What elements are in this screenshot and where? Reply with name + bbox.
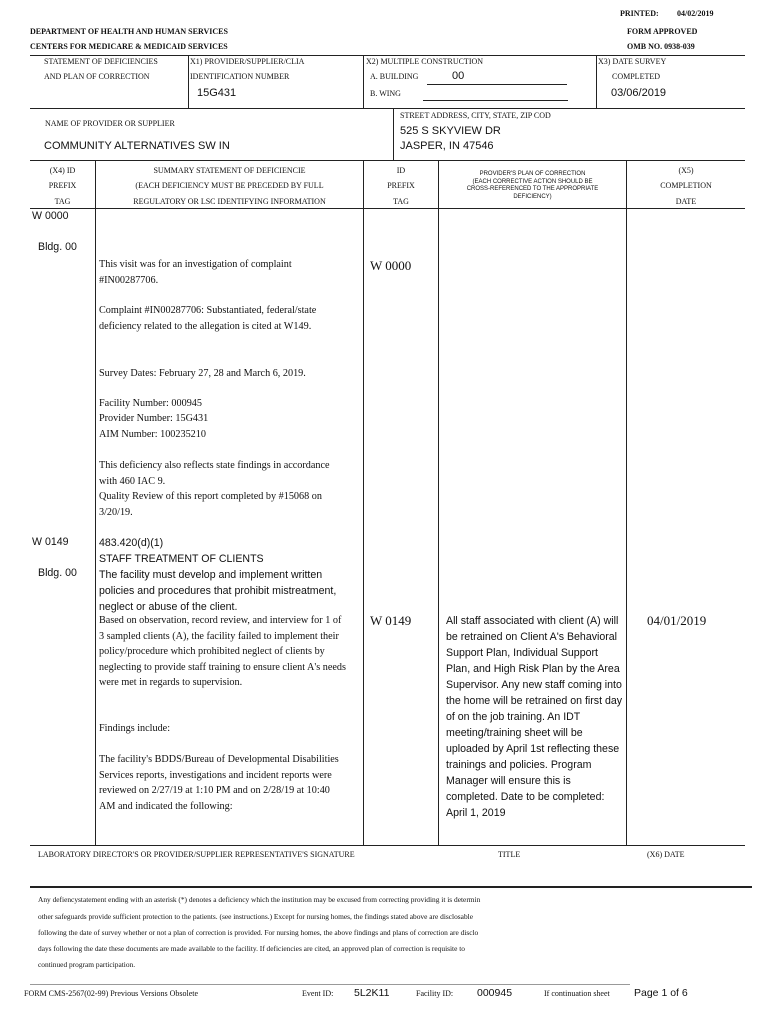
entry1-tag: W 0000 <box>32 210 69 222</box>
column-header-bottom <box>30 208 745 209</box>
x4-header-3: TAG <box>54 197 71 206</box>
provider-label: NAME OF PROVIDER OR SUPPLIER <box>45 119 175 128</box>
entry2-id-tag: W 0149 <box>370 613 412 628</box>
entry1-para-2: Complaint #IN00287706: Substantiated, federal/state deficiency related to the allegation is cited at W149. <box>99 305 317 332</box>
entry2-findings: Findings include: <box>99 723 171 734</box>
id-header-3: TAG <box>393 197 409 206</box>
divider-x1 <box>188 55 189 108</box>
x5-header-2: COMPLETION <box>660 181 712 190</box>
x5-header-1: (X5) <box>678 166 694 175</box>
form-number: FORM CMS-2567(02-99) Previous Versions Obsolete <box>24 989 199 998</box>
entry2-building: Bldg. 00 <box>38 567 77 579</box>
facility-id-label: Facility ID: <box>416 989 454 998</box>
x3-label-2: COMPLETED <box>612 72 660 81</box>
omb-number: OMB NO. 0938-039 <box>627 42 695 51</box>
plan-header-3: CROSS-REFERENCED TO THE APPROPRIATE <box>466 186 599 192</box>
address-line-1: 525 S SKYVIEW DR <box>400 125 501 137</box>
entry2-rule: The facility must develop and implement written policies and procedures that prohibit mistreatment, neglect or abuse of the client. <box>99 569 337 613</box>
entry2-para-1: Based on observation, record review, and interview for 1 of 3 sampled clients (A), the facility failed to implement their policy/procedure which prohibited neglect of clients by neglecting to provide staff training to ensure client A's needs were met in regards to supervision. <box>99 615 346 689</box>
centers-title: CENTERS FOR MEDICARE & MEDICAID SERVICES <box>30 42 228 51</box>
building-value: 00 <box>452 70 465 82</box>
x4-header-1: (X4) ID <box>49 166 76 175</box>
summary-header-1: SUMMARY STATEMENT OF DEFICIENCIE <box>153 166 306 175</box>
wing-label: B. WING <box>370 89 401 98</box>
printed-label: PRINTED: <box>620 9 659 18</box>
entry1-aim-number: AIM Number: 100235210 <box>99 429 206 440</box>
col-divider-4 <box>626 160 627 845</box>
plan-label: AND PLAN OF CORRECTION <box>44 72 150 81</box>
divider-x2 <box>363 55 364 108</box>
disclaimer-line-4: days following the date these documents are made available to the facility. If deficiencies are cited, an approved plan of correction is requisite to <box>38 944 465 953</box>
entry1-para-5: This deficiency also reflects state findings in accordance with 460 IAC 9. <box>99 460 330 487</box>
divider-x3 <box>596 55 597 108</box>
x1-label: X1) PROVIDER/SUPPLIER/CLIA <box>190 57 305 66</box>
page-number: Page 1 of 6 <box>634 987 688 999</box>
id-header-1: ID <box>396 166 406 175</box>
provider-value: COMMUNITY ALTERNATIVES SW IN <box>44 140 230 152</box>
col-divider-1 <box>95 160 96 845</box>
divider-address <box>393 108 394 160</box>
plan-header-2: (EACH CORRECTIVE ACTION SHOULD BE <box>472 178 593 185</box>
plan-header-4: DEFICIENCY) <box>513 193 552 200</box>
entry1-facility-number: Facility Number: 000945 <box>99 398 202 409</box>
address-label: STREET ADDRESS, CITY, STATE, ZIP COD <box>400 111 551 120</box>
box-top-border <box>30 55 745 56</box>
entry1-para-6: Quality Review of this report completed by #15068 on 3/20/19. <box>99 491 322 518</box>
disclaimer-line-3: following the date of survey whether or not a plan of correction is provided. For nursing homes, the above findings and plans of correction are disclo <box>38 928 479 937</box>
entry1-id-tag: W 0000 <box>370 258 412 273</box>
entry2-completion-date: 04/01/2019 <box>647 613 707 628</box>
entry1-building: Bldg. 00 <box>38 241 77 253</box>
x3-label: X3) DATE SURVEY <box>598 57 667 66</box>
date-label: (X6) DATE <box>647 850 685 859</box>
id-header-2: PREFIX <box>387 181 415 190</box>
form-approved: FORM APPROVED <box>627 27 698 36</box>
signature-top-border <box>30 845 745 846</box>
entry1-provider-number: Provider Number: 15G431 <box>99 413 209 424</box>
entry2-para-3: The facility's BDDS/Bureau of Developmental Disabilities Services reports, investigations and incident reports were reviewed on 2/27/19 at 1:10 PM and on 2/28/19 at 10:40 AM and indicated the following: <box>99 754 339 812</box>
summary-header-2: (EACH DEFICIENCY MUST BE PRECEDED BY FULL <box>135 181 324 190</box>
disclaimer-line-2: other safeguards provide sufficient protection to the patients. (see instructions.) Except for nursing homes, the findings stated above are disclosable <box>38 912 473 921</box>
entry2-tag: W 0149 <box>32 536 69 548</box>
event-id-value: 5L2K11 <box>354 987 390 999</box>
col-divider-2 <box>363 160 364 845</box>
box-mid-border <box>30 108 745 109</box>
x2-label: X2) MULTIPLE CONSTRUCTION <box>366 57 484 66</box>
disclaimer-line-5: continued program participation. <box>38 960 136 969</box>
wing-underline <box>423 100 568 101</box>
entry2-plan-of-correction: All staff associated with client (A) will be retrained on Client A's Behavioral Support Plan, Individual Support Plan, and High Risk Plan by the Area Supervisor. Any new staff coming into the home will be retrained on first day of on the job training. An IDT meeting/training sheet will be uploaded by April 1st reflecting these trainings and policies. Program Manager will ensure this is completed. Date to be completed: April 1, 2019 <box>446 615 623 819</box>
continuation-label: If continuation sheet <box>544 989 610 998</box>
printed-date: 04/02/2019 <box>677 9 714 18</box>
entry2-title: STAFF TREATMENT OF CLIENTS <box>99 553 264 565</box>
summary-header-3: REGULATORY OR LSC IDENTIFYING INFORMATION <box>133 197 326 206</box>
box-bottom-border <box>30 160 745 161</box>
col-divider-3 <box>438 160 439 845</box>
x5-header-3: DATE <box>675 197 697 206</box>
x1-value: 15G431 <box>197 87 237 99</box>
x4-header-2: PREFIX <box>48 181 77 190</box>
title-label: TITLE <box>498 850 521 859</box>
signature-bottom-border <box>30 886 752 888</box>
entry1-para-1: This visit was for an investigation of complaint #IN00287706. <box>99 259 292 286</box>
facility-id-value: 000945 <box>477 987 513 999</box>
signature-label: LABORATORY DIRECTOR'S OR PROVIDER/SUPPLIER REPRESENTATIVE'S SIGNATURE <box>38 850 355 859</box>
building-underline <box>427 84 567 85</box>
department-title: DEPARTMENT OF HEALTH AND HUMAN SERVICES <box>30 27 228 36</box>
plan-header-1: PROVIDER'S PLAN OF CORRECTION <box>479 171 586 177</box>
entry2-regulation: 483.420(d)(1) <box>99 537 164 549</box>
statement-label: STATEMENT OF DEFICIENCIES <box>44 57 158 66</box>
x3-value: 03/06/2019 <box>611 87 667 99</box>
entry1-para-3: Survey Dates: February 27, 28 and March 6, 2019. <box>99 368 306 379</box>
plan-header <box>439 171 626 201</box>
event-id-label: Event ID: <box>302 989 334 998</box>
footer-rule <box>30 984 630 985</box>
x1-label-2: IDENTIFICATION NUMBER <box>190 72 290 81</box>
address-line-2: JASPER, IN 47546 <box>400 140 494 152</box>
building-label: A. BUILDING <box>370 72 419 81</box>
disclaimer-line-1: Any defiencystatement ending with an asterisk (*) denotes a deficiency which the institution may be excused from correcting providing it is determin <box>38 895 481 904</box>
